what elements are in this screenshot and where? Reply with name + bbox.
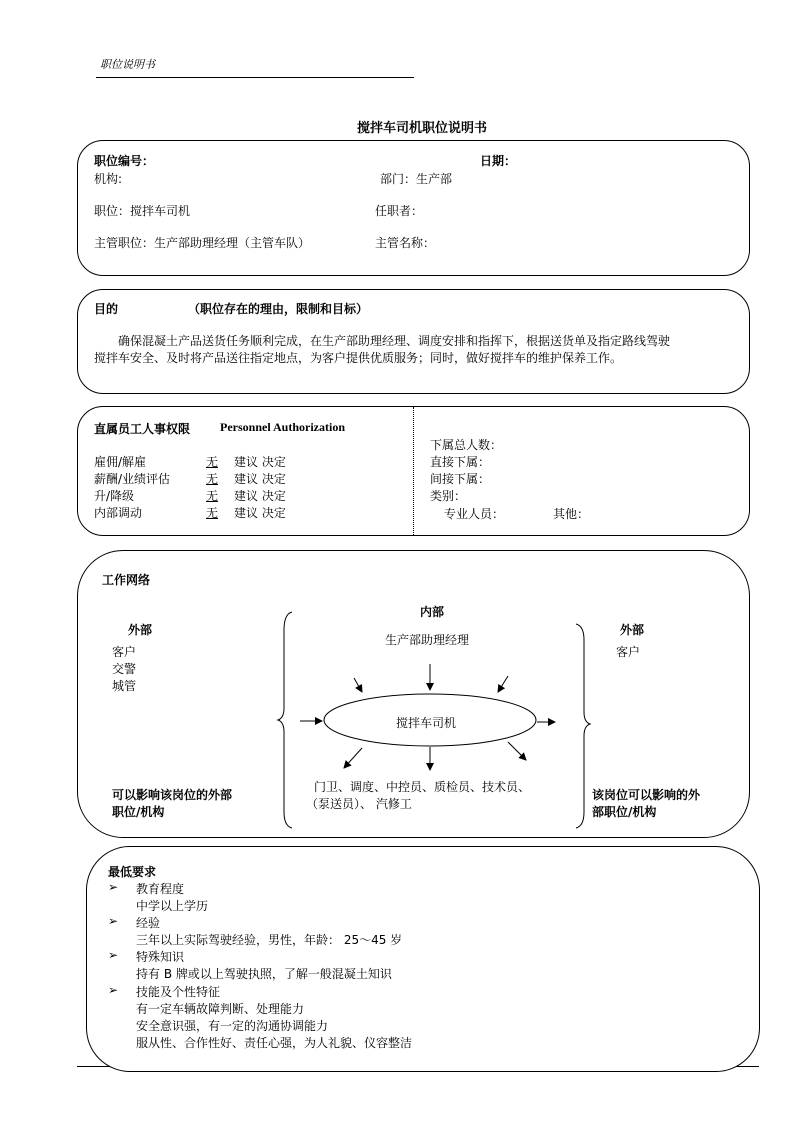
authority-row-label: 雇佣/解雇 <box>94 455 147 469</box>
bullet-icon: ➢ <box>108 948 119 962</box>
position-label: 职位：搅拌车司机 <box>94 204 191 218</box>
external-left-item: 城管 <box>112 679 137 693</box>
authority-row-options: 建议 决定 <box>234 472 286 486</box>
purpose-subheading: （职位存在的理由，限制和目标） <box>188 302 369 316</box>
arrow-out <box>508 742 526 760</box>
professional-label: 专业人员： <box>444 507 505 521</box>
authority-row-label: 升/降级 <box>94 489 135 503</box>
external-right-item: 客户 <box>616 645 641 659</box>
purpose-line-2: 搅拌车安全、及时将产品送往指定地点，为客户提供优质服务；同时，做好搅拌车的维护保养工作。 <box>94 351 623 365</box>
authority-row-label: 薪酬/业绩评估 <box>94 472 171 486</box>
external-left-label: 外部 <box>128 623 153 637</box>
authority-heading-en: Personnel Authorization <box>220 420 345 434</box>
left-brace <box>278 612 292 828</box>
bullet-icon: ➢ <box>108 983 119 997</box>
requirement-title: 经验 <box>136 916 161 930</box>
authority-row-value: 无 <box>206 472 219 486</box>
arrow-in <box>354 678 362 692</box>
supervisor-position-label: 主管职位：生产部助理经理（主管车队） <box>94 236 311 250</box>
right-caption-line-1: 该岗位可以影响的外 <box>592 788 701 802</box>
authority-row-options: 建议 决定 <box>234 489 286 503</box>
header-label: 职位说明书 <box>100 58 155 71</box>
requirement-detail: 安全意识强，有一定的沟通协调能力 <box>136 1019 329 1033</box>
total-subordinates-label: 下属总人数： <box>430 438 503 452</box>
center-node-label: 搅拌车司机 <box>396 716 457 730</box>
internal-label: 内部 <box>420 605 445 619</box>
dept-label: 部门：生产部 <box>380 172 453 186</box>
date-label: 日期： <box>480 154 517 168</box>
other-label: 其他： <box>553 507 590 521</box>
purpose-line-1: 确保混凝土产品送货任务顺利完成，在生产部助理经理、调度安排和指挥下，根据送货单及指定路线驾驶 <box>118 334 671 348</box>
org-label: 机构: <box>94 172 123 186</box>
position-code-label: 职位编号： <box>94 154 155 168</box>
requirement-detail: 持有 B 牌或以上驾驶执照，了解一般混凝土知识 <box>136 967 392 981</box>
external-left-item: 客户 <box>112 645 137 659</box>
right-caption-line-2: 部职位/机构 <box>592 805 657 819</box>
requirement-detail: 中学以上学历 <box>136 899 209 913</box>
authority-row-value: 无 <box>206 506 219 520</box>
supervisor-name-label: 主管名称： <box>375 236 436 250</box>
requirement-detail: 有一定车辆故障判断、处理能力 <box>136 1002 305 1016</box>
left-caption-line-1: 可以影响该岗位的外部 <box>112 788 233 802</box>
authority-heading: 直属员工人事权限 <box>94 422 191 436</box>
requirements-heading: 最低要求 <box>108 865 157 879</box>
arrow-out <box>344 748 362 768</box>
authority-row-options: 建议 决定 <box>234 455 286 469</box>
network-heading: 工作网络 <box>102 573 151 587</box>
category-label: 类别： <box>430 489 467 503</box>
bottom-roles-line-1: 门卫、调度、中控员、质检员、技术员、 <box>314 780 531 794</box>
authority-row-label: 内部调动 <box>94 506 143 520</box>
left-caption-line-2: 职位/机构 <box>112 805 165 819</box>
authority-row-options: 建议 决定 <box>234 506 286 520</box>
bullet-icon: ➢ <box>108 914 119 928</box>
bottom-roles-line-2: （泵送员）、 汽修工 <box>306 797 412 811</box>
purpose-heading: 目的 <box>94 302 119 316</box>
arrow-in <box>498 676 508 692</box>
indirect-subordinates-label: 间接下属： <box>430 472 491 486</box>
requirement-title: 特殊知识 <box>136 950 185 964</box>
requirement-title: 教育程度 <box>136 882 185 896</box>
external-right-label: 外部 <box>620 623 645 637</box>
requirement-detail: 三年以上实际驾驶经验，男性，年龄： 25～45 岁 <box>136 933 403 947</box>
external-left-item: 交警 <box>112 662 137 676</box>
page-title: 搅拌车司机职位说明书 <box>357 121 488 136</box>
authority-row-value: 无 <box>206 455 219 469</box>
bullet-icon: ➢ <box>108 880 119 894</box>
incumbent-label: 任职者： <box>375 204 424 218</box>
requirement-detail: 服从性、合作性好、责任心强，为人礼貌、仪容整洁 <box>136 1036 413 1050</box>
requirement-title: 技能及个性特征 <box>136 985 221 999</box>
direct-subordinates-label: 直接下属： <box>430 455 491 469</box>
authority-row-value: 无 <box>206 489 219 503</box>
top-node-label: 生产部助理经理 <box>385 633 470 647</box>
right-brace <box>576 624 590 828</box>
